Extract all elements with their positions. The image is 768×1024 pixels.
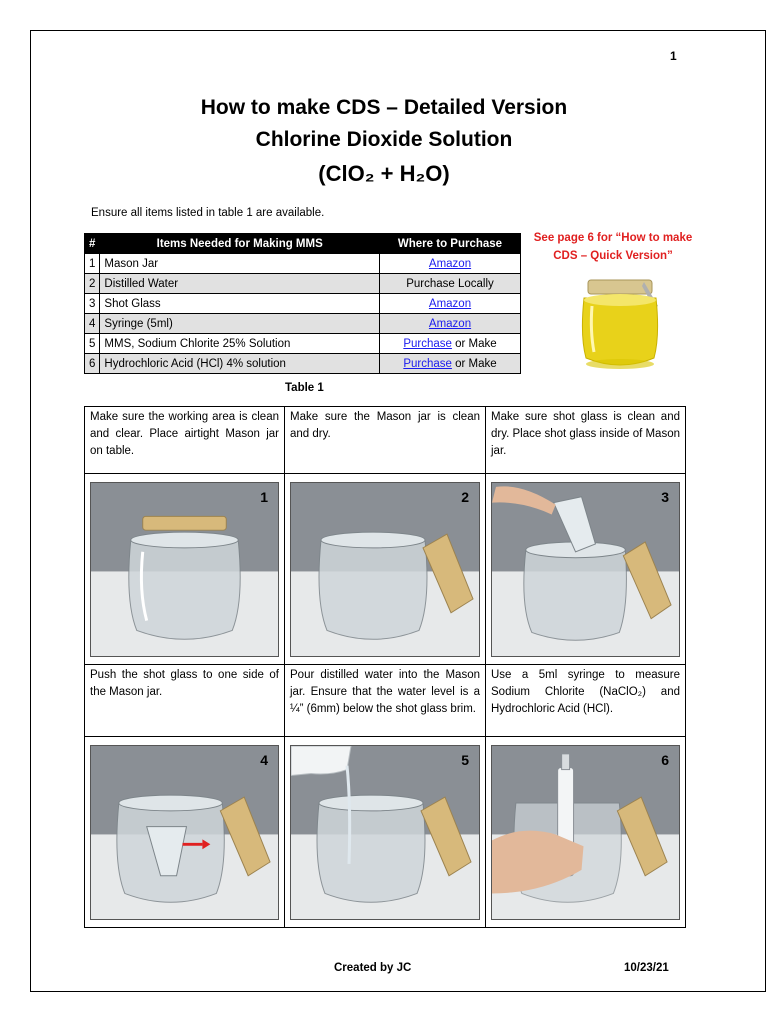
or-make-text: or Make — [451, 337, 497, 350]
row-where — [380, 294, 521, 314]
step-5-photo — [290, 745, 480, 920]
steps-grid — [84, 406, 686, 928]
step-5-number: 5 — [461, 752, 469, 768]
row-num: 2 — [85, 274, 100, 294]
step-2-photo — [290, 482, 480, 657]
row-num: 3 — [85, 294, 100, 314]
footer-created-by: Created by JC — [334, 962, 412, 974]
title-line-3: (ClO₂ + H₂O) — [318, 161, 450, 186]
row-item: Mason Jar — [100, 254, 380, 274]
row-where — [380, 314, 521, 334]
step-2-text: Make sure the Mason jar is clean and dry. — [290, 411, 480, 440]
purchase-link[interactable]: Purchase — [403, 357, 452, 370]
step-2-text-cell — [285, 407, 486, 474]
row-item: Distilled Water — [100, 274, 380, 294]
step-6-text: Use a 5ml syringe to measure Sodium Chlorite (NaClO₂) and Hydrochloric Acid (HCl). — [491, 669, 680, 715]
step-5-text-cell — [285, 665, 486, 737]
where-text: Purchase Locally — [406, 277, 494, 290]
step-4-number: 4 — [260, 752, 268, 768]
row-item: MMS, Sodium Chlorite 25% Solution — [100, 334, 380, 354]
yellow-jar-photo — [574, 276, 666, 372]
row-num: 6 — [85, 354, 100, 374]
step-4-text: Push the shot glass to one side of the Mason jar. — [90, 669, 279, 698]
title-line-1: How to make CDS – Detailed Version — [200, 96, 568, 119]
footer-date: 10/23/21 — [624, 962, 669, 974]
or-make-text: or Make — [451, 357, 497, 370]
step-6-photo-cell — [486, 737, 685, 927]
step-6-text-cell — [486, 665, 685, 737]
table-row — [85, 334, 521, 354]
step-3-text: Make sure shot glass is clean and dry. Place shot glass inside of Mason jar. — [491, 411, 680, 457]
step-5-photo-cell — [285, 737, 486, 927]
row-num: 1 — [85, 254, 100, 274]
step-1-number: 1 — [260, 489, 268, 505]
row-where — [380, 254, 521, 274]
step-1-text-cell — [85, 407, 285, 474]
header-where: Where to Purchase — [380, 234, 521, 254]
step-3-photo-cell — [486, 474, 685, 665]
step-5-text: Pour distilled water into the Mason jar. Ensure that the water level is a ¼” (6mm) below the shot glass brim. — [290, 669, 480, 715]
step-3-number: 3 — [661, 489, 669, 505]
step-4-text-cell — [85, 665, 285, 737]
step-1-photo-cell — [85, 474, 285, 665]
header-items: Items Needed for Making MMS — [100, 234, 380, 254]
step-2-number: 2 — [461, 489, 469, 505]
table-row — [85, 314, 521, 334]
header-num: # — [85, 234, 100, 254]
quick-version-note: See page 6 for “How to make CDS – Quick Version” — [533, 232, 693, 262]
table-caption: Table 1 — [285, 382, 324, 394]
intro-text: Ensure all items listed in table 1 are available. — [91, 207, 325, 219]
step-3-photo — [491, 482, 680, 657]
step-4-photo-cell — [85, 737, 285, 927]
title-line-2: Chlorine Dioxide Solution — [255, 128, 513, 151]
table-row — [85, 354, 521, 374]
step-6-number: 6 — [661, 752, 669, 768]
row-item: Syringe (5ml) — [100, 314, 380, 334]
table-header-row — [85, 234, 521, 254]
amazon-link[interactable]: Amazon — [428, 257, 472, 270]
step-4-photo — [90, 745, 279, 920]
purchase-link[interactable]: Purchase — [403, 337, 452, 350]
row-where — [380, 354, 521, 374]
step-3-text-cell — [486, 407, 685, 474]
row-num: 4 — [85, 314, 100, 334]
row-item: Shot Glass — [100, 294, 380, 314]
amazon-link[interactable]: Amazon — [428, 317, 472, 330]
step-6-photo — [491, 745, 680, 920]
row-num: 5 — [85, 334, 100, 354]
table-row — [85, 274, 521, 294]
table-row — [85, 294, 521, 314]
items-table — [84, 233, 521, 374]
row-where — [380, 274, 521, 294]
step-2-photo-cell — [285, 474, 486, 665]
step-1-text: Make sure the working area is clean and clear. Place airtight Mason jar on table. — [90, 411, 279, 457]
row-item: Hydrochloric Acid (HCl) 4% solution — [100, 354, 380, 374]
row-where — [380, 334, 521, 354]
step-1-photo — [90, 482, 279, 657]
page-number: 1 — [670, 49, 677, 63]
amazon-link[interactable]: Amazon — [428, 297, 472, 310]
table-row — [85, 254, 521, 274]
